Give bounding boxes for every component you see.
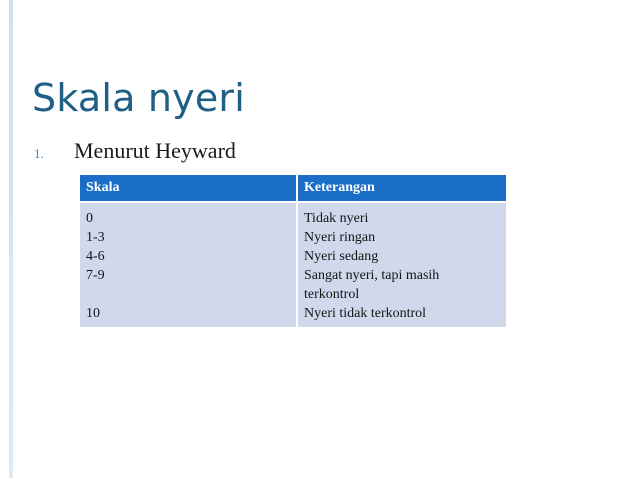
scale-value: 0 [86, 211, 93, 226]
table-row [80, 202, 506, 327]
scale-column [80, 202, 297, 327]
scale-value: 4-6 [86, 249, 105, 264]
header-keterangan: Keterangan [297, 175, 506, 202]
pain-scale-table [80, 175, 506, 327]
slide-title: Skala nyeri [32, 76, 245, 120]
header-skala: Skala [80, 175, 297, 202]
scale-description: Sangat nyeri, tapi masih terkontrol [304, 268, 440, 302]
description-column [297, 202, 506, 327]
scale-value: 1-3 [86, 230, 105, 245]
list-number: 1. [34, 146, 44, 161]
scale-value: 7-9 [86, 268, 105, 283]
scale-description: Tidak nyeri [304, 211, 369, 226]
list-text: Menurut Heyward [74, 138, 236, 163]
scale-description: Nyeri tidak terkontrol [304, 306, 427, 321]
table-header-row [80, 175, 506, 202]
scale-description: Nyeri sedang [304, 249, 379, 264]
scale-value: 10 [86, 306, 100, 321]
list-item [34, 138, 236, 164]
scale-spacer [86, 285, 290, 304]
left-accent-bar [9, 0, 13, 478]
scale-description: Nyeri ringan [304, 230, 376, 245]
